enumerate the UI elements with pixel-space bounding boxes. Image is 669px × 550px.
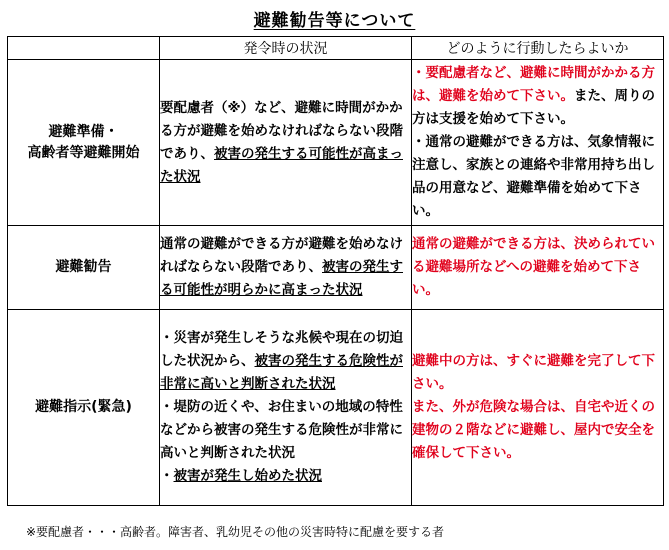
page-title: 避難勧告等について xyxy=(253,11,416,31)
table-row xyxy=(8,60,664,226)
action-red-text: ・要配慮者など、避難に時間がかかる方は、避難を始めて下さい。 xyxy=(412,65,655,104)
category-label: 避難指示(緊急) xyxy=(35,399,132,415)
situation-item-3: ・被害が発生し始めた状況 xyxy=(160,468,322,484)
evacuation-table xyxy=(7,36,664,506)
action-red-text: 通常の避難ができる方は、決められている避難場所などへの避難を始めて下さい。 xyxy=(412,236,655,298)
header-situation: 発令時の状況 xyxy=(160,37,412,60)
situation-text: 通常の避難ができる方が避難を始めなければならない段階であり、 xyxy=(160,236,403,275)
action-red-text: 避難中の方は、すぐに避難を完了して下さい。 xyxy=(412,353,655,392)
situation-item-1: ・災害が発生しそうな兆候や現在の切迫した状況から、被害の発生する危険性が非常に高いと判断された状況 xyxy=(160,330,403,392)
situation-item-2: ・堤防の近くや、お住まいの地域の特性などから被害の発生する危険性が非常に高いと判断された状況 xyxy=(160,399,403,461)
header-empty xyxy=(8,37,160,60)
category-cell xyxy=(8,310,160,506)
category-label-line2: 高齢者等避難開始 xyxy=(27,144,140,161)
table-row xyxy=(8,226,664,310)
situation-underlined-text: 被害の発生する可能性が高まった状況 xyxy=(160,145,403,185)
table-header-row xyxy=(8,37,664,60)
situation-cell xyxy=(160,60,412,226)
situation-cell xyxy=(160,226,412,310)
category-label: 避難勧告 xyxy=(55,259,112,275)
header-action: どのように行動したらよいか xyxy=(412,37,664,60)
category-cell xyxy=(8,60,160,226)
table-row xyxy=(8,310,664,506)
situation-underlined-text: 被害の発生する可能性が明らかに高まった状況 xyxy=(160,259,403,298)
action-red-text: また、外が危険な場合は、自宅や近くの建物の２階などに避難し、屋内で安全を確保して下さい。 xyxy=(412,399,655,461)
situation-text: 要配慮者（※）など、避難に時間がかかる方が避難を始めなければならない段階であり、 xyxy=(160,99,403,162)
situation-cell xyxy=(160,310,412,506)
action-text: ・通常の避難ができる方は、気象情報に注意し、家族との連絡や非常用持ち出し品の用意など、避難準備を始めて下さい。 xyxy=(412,134,655,219)
category-cell xyxy=(8,226,160,310)
action-cell xyxy=(412,60,664,226)
action-text: また、周りの方は支援を始めて下さい。 xyxy=(412,88,655,127)
action-cell xyxy=(412,226,664,310)
action-cell xyxy=(412,310,664,506)
footnote: ※要配慮者・・・高齢者。障害者、乳幼児その他の災害時特に配慮を要する者 xyxy=(26,525,445,539)
category-label-line1: 避難準備・ xyxy=(48,123,119,140)
